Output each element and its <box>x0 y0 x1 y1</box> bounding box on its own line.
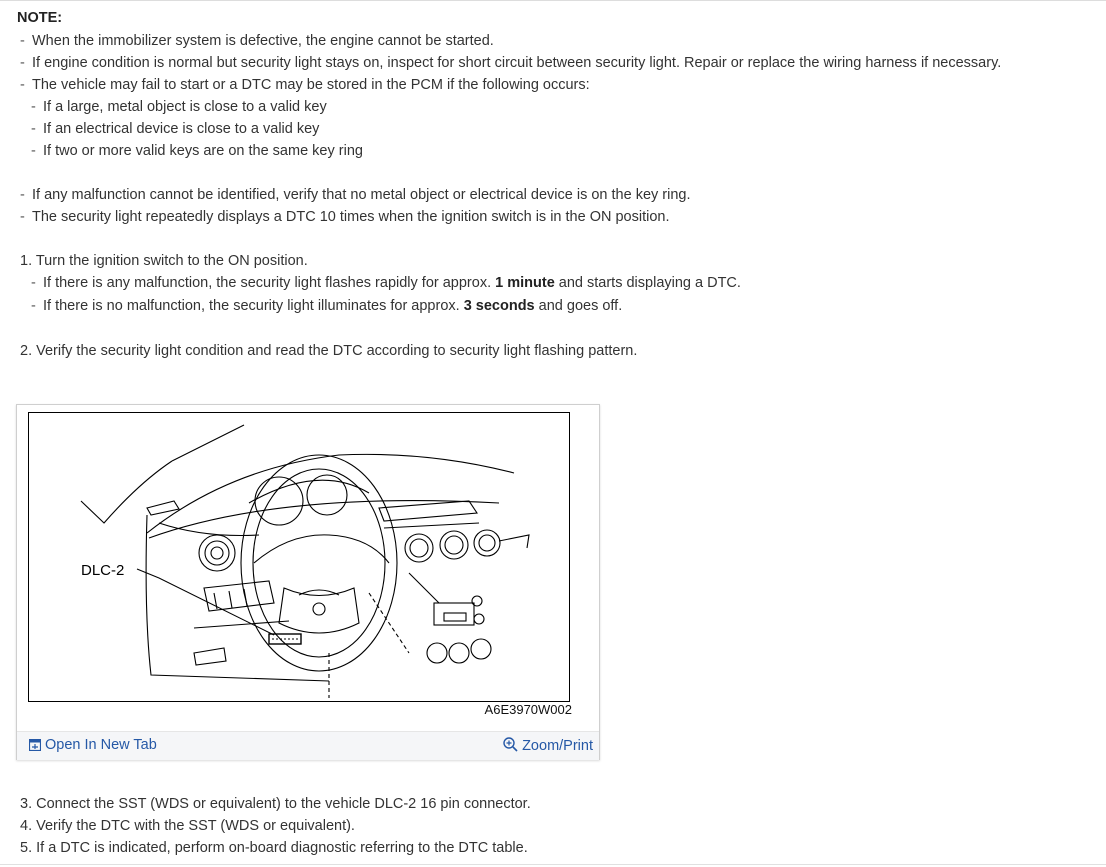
dashboard-drawing <box>29 413 569 701</box>
note-item: - The security light repeatedly displays a DTC 10 times when the ignition switch is in the ON position. <box>20 209 670 225</box>
zoom-in-icon <box>503 737 518 756</box>
bottom-divider <box>0 864 1106 865</box>
step-1-subitem: - If there is any malfunction, the security light flashes rapidly for approx. 1 minute and starts displaying a DTC. <box>31 275 741 291</box>
note-heading: NOTE: <box>17 10 63 26</box>
dlc2-callout-label: DLC-2 <box>81 562 125 579</box>
step-4: 4. Verify the DTC with the SST (WDS or equivalent). <box>20 818 355 834</box>
note-item: - When the immobilizer system is defective, the engine cannot be started. <box>20 33 494 49</box>
top-divider <box>0 0 1106 1</box>
step-3: 3. Connect the SST (WDS or equivalent) to the vehicle DLC-2 16 pin connector. <box>20 796 531 812</box>
note-item: - If any malfunction cannot be identified, verify that no metal object or electrical device is on the key ring. <box>20 187 691 203</box>
step-2: 2. Verify the security light condition and read the DTC according to security light flashing pattern. <box>20 343 638 359</box>
note-item: - The vehicle may fail to start or a DTC may be stored in the PCM if the following occurs: <box>20 77 590 93</box>
figure-id: A6E3970W002 <box>484 702 572 717</box>
note-subitem: - If a large, metal object is close to a valid key <box>31 99 327 115</box>
zoom-print-label: Zoom/Print <box>522 738 593 754</box>
open-new-tab-icon <box>29 739 41 755</box>
note-subitem: - If two or more valid keys are on the same key ring <box>31 143 363 159</box>
zoom-print-link[interactable] <box>503 737 593 756</box>
open-in-new-tab-label: Open In New Tab <box>45 737 157 753</box>
dashboard-illustration <box>28 412 570 702</box>
figure-footer <box>17 731 599 760</box>
note-subitem: - If an electrical device is close to a valid key <box>31 121 320 137</box>
dashboard-figure <box>16 404 600 760</box>
step-1: 1. Turn the ignition switch to the ON position. <box>20 253 308 269</box>
step-5: 5. If a DTC is indicated, perform on-board diagnostic referring to the DTC table. <box>20 840 528 856</box>
step-1-subitem: - If there is no malfunction, the security light illuminates for approx. 3 seconds and goes off. <box>31 298 623 314</box>
open-in-new-tab-link[interactable] <box>29 737 157 755</box>
note-item: - If engine condition is normal but security light stays on, inspect for short circuit between security light. Repair or replace the wiring harness if necessary. <box>20 55 1002 71</box>
